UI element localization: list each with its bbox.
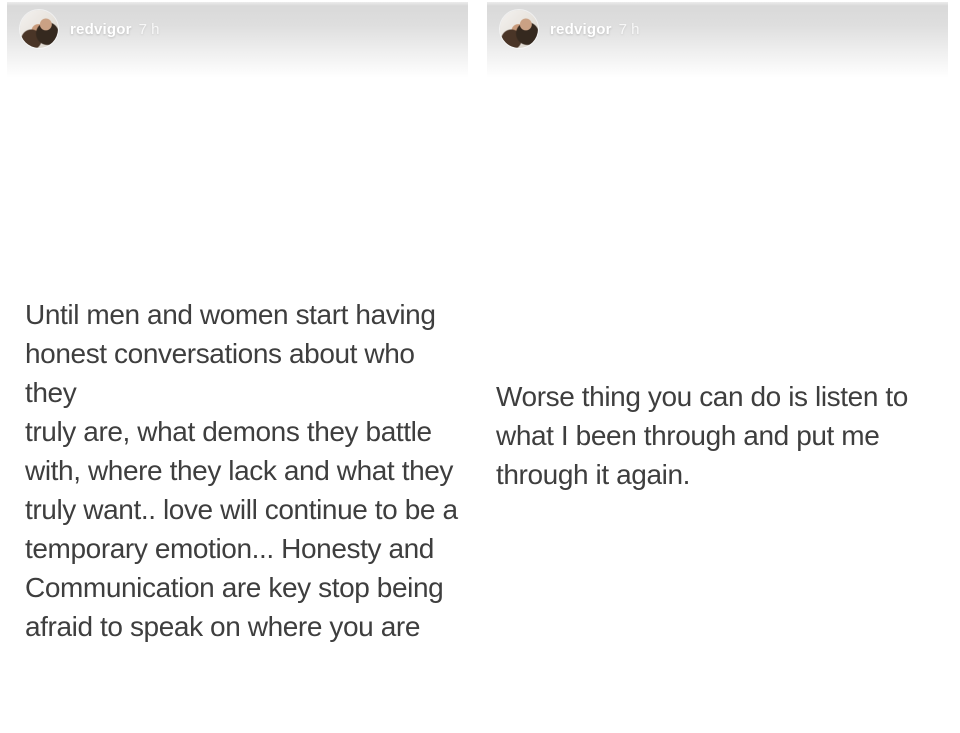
story-quote-text: Until men and women start having honest conversations about who they truly are, what demons they battle with, where they lack and what they truly want.. love will continue to be a temporary emotion... Honesty and Communication are key stop being afraid to speak on where you are	[25, 299, 458, 642]
story-timestamp: 7 h	[138, 21, 160, 38]
story-header-text	[70, 21, 159, 38]
story-quote-text: Worse thing you can do is listen to what I been through and put me through it again.	[496, 381, 908, 490]
story-header	[7, 2, 468, 78]
profile-avatar[interactable]	[20, 10, 58, 48]
story-panel-right	[480, 0, 960, 733]
story-timestamp: 7 h	[618, 21, 640, 38]
story-header-text	[550, 21, 639, 38]
username-label[interactable]: redvigor	[70, 21, 132, 38]
profile-avatar[interactable]	[500, 10, 538, 48]
username-label[interactable]: redvigor	[550, 21, 612, 38]
story-header	[487, 2, 948, 78]
